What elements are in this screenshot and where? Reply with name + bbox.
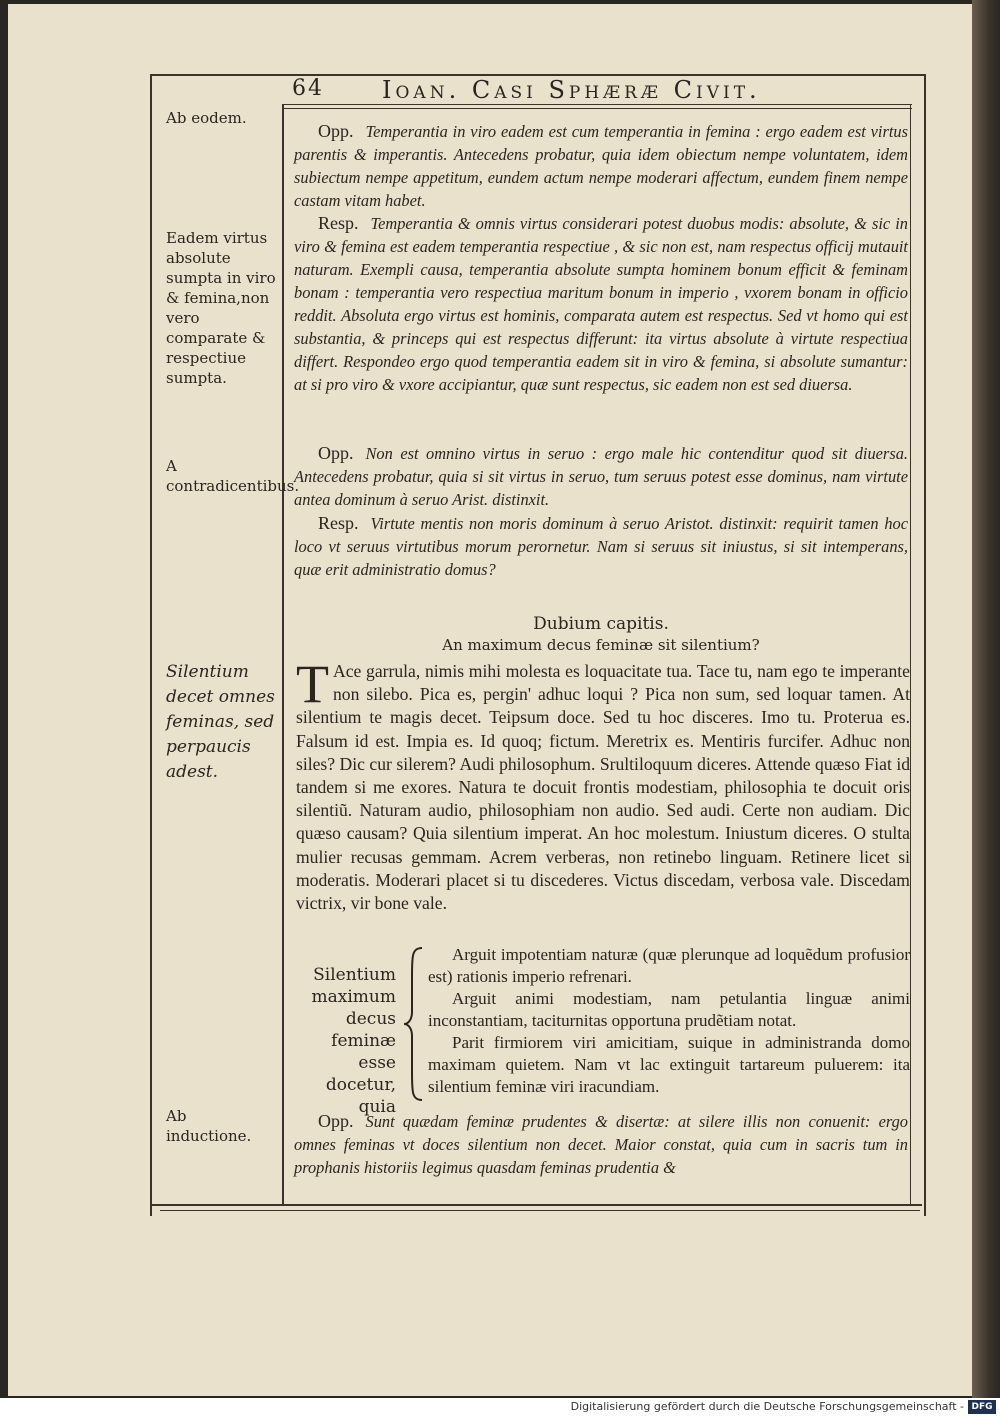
paragraph-text: Temperantia & omnis virtus considerari potest duobus modis: absolute, & sic in viro & femina est eadem temperantia respectiue , & sic non est, nam respectus officij mutauit naturam. Exempli causa, temperantia absolute sumpta hominem bonum efficit & feminam bonam : temperantia vero respectiua maritum bonum in imperio , vxorem bonam in officio reddit. Absoluta ergo virtus est hominis, comparata autem est respectus. Sed vt homo qui est substantia, & princeps qui est respectus differunt: ita virtus absolute à virtute respectiua differt. Respondeo ergo quod temperantia eadem sit in viro & femina, si absolute sumantur: at si pro viro & vxore accipiantur, quæ sunt respectus, sic eadem non est sed diuersa. [294, 214, 908, 394]
paragraph-label: Opp. [318, 121, 354, 141]
digitization-footer [0, 1398, 1000, 1419]
page-number: 64 [292, 76, 324, 101]
reason-item: Arguit animi modestiam, nam petulantia linguæ animi inconstantiam, taciturnitas opportuna prudẽtiam notat. [428, 989, 910, 1030]
dubium-question: An maximum decus feminæ sit silentium? [442, 636, 760, 654]
header-rule [282, 104, 912, 105]
reason-item: Arguit impotentiam naturæ (quæ plerunque ad loquẽdum profusior est) rationis imperio refrenari. [428, 945, 910, 986]
reasons-list [428, 944, 910, 1098]
header-rule-double [282, 108, 912, 109]
dialogue-text: Ace garrula, nimis mihi molesta es loquacitate tua. Tace tu, nam ego te imperante non silebo. Pica es, pergin' adhuc loqui ? Pica non sum, sed loquar tamen. At silentium te magis decet. Teipsum doce. Sed tu hoc disceres. Imo tu. Proterua es. Falsum id est. Impia es. Id quoq; fictum. Meretrix es. Mentiris furcifer. Adhuc non siles? Dic cur silerem? Audi philosophum. Srultiloquum diceres. Attende quæso Fiat id tandem si me exores. Natura te docuit frontis modestiam, philosophia te docuit oris silentiũ. Naturam audio, philosophiam non audio. Sed audi. Certe non audiam. Dic quæso causam? Quia silentium imperat. An hoc molestum. Iniustum diceres. O stulta mulier recusas gemmam. Acrem verberas, non retinebo linguam. Retinere licet si moderatis. Moderari placet si tu discederes. Victus discedam, verbosa vale. Discedam victrix, vir bone vale. [296, 661, 910, 914]
paragraph-text: Virtute mentis non moris dominum à seruo Aristot. distinxit: requirit tamen hoc loco vt seruus virtutibus morum perornetur. Nam si seruus sit iniustus, si sit intemperans, quæ erit administratio domus? [294, 514, 908, 579]
dubium-dialogue [296, 654, 910, 915]
footer-credit: Digitalisierung gefördert durch die Deutsche Forschungsgemeinschaft - [570, 1400, 964, 1413]
text-right-rule [910, 104, 911, 1204]
brace-label: Silentium maximum decus feminæ esse docetur, quia [311, 965, 396, 1117]
paragraph-opp-1 [294, 120, 908, 212]
gloss-eadem-virtus: Eadem virtus absolute sumpta in viro & femina,non vero comparate & respectiue sumpta. [166, 229, 276, 387]
dfg-logo: DFG [968, 1400, 996, 1414]
reason-item: Parit firmiorem viri amicitiam, suique in administranda domo maximam quietem. Nam vt lac extinguit tartareum puluerem: ita silentium feminæ viri iracundiam. [428, 1033, 910, 1096]
book-spine [972, 0, 1000, 1419]
running-head [292, 76, 912, 102]
gloss-a-contradicentibus: A contradicentibus. [166, 457, 300, 495]
paragraph-text: Sunt quædam feminæ prudentes & disertæ: at silere illis non conuenit: ergo omnes feminas vt doces silentium non decet. Maior constat, quia cum in sacris tum in prophanis historiis legimus quasdam feminas prudentia & [294, 1112, 908, 1177]
gloss-ab-inductione: Ab inductione. [166, 1107, 252, 1145]
gloss-silentium-decet: Silentium decet omnes feminas, sed perpaucis adest. [166, 662, 275, 782]
paragraph-opp-2 [294, 442, 908, 511]
paragraph-label: Opp. [318, 1111, 354, 1131]
frame-bottom-rule [150, 1204, 922, 1206]
paragraph-label: Resp. [318, 513, 359, 533]
paragraph-label: Resp. [318, 213, 359, 233]
drop-cap: T [296, 654, 329, 714]
margin-rule [282, 104, 284, 1204]
frame-bottom-rule-inner [160, 1210, 920, 1211]
dubium-title: Dubium capitis. [533, 614, 669, 634]
paragraph-label: Opp. [318, 443, 354, 463]
gloss-ab-eodem: Ab eodem. [166, 109, 247, 127]
curly-brace-icon [402, 946, 424, 1102]
running-title: Ioan. Casi Sphæræ Civit. [382, 76, 761, 104]
paragraph-opp-3 [294, 1110, 908, 1179]
paragraph-text: Temperantia in viro eadem est cum temperantia in femina : ergo eadem est virtus parentis & imperantis. Antecedens probatur, quia idem obiectum nempe voluntatem, idem subiectum nempe appetitum, eundem actum nempe moderari affectum, eundem finem nempe castam vitam habet. [294, 122, 908, 210]
paragraph-text: Non est omnino virtus in seruo : ergo male hic contenditur quod sit diuersa. Antecedens probatur, quia si sit virtus in seruo, tum seruus potest esse dominus, nam virtute antea dominum à seruo Arist. distinxit. [294, 444, 908, 509]
paragraph-resp-2 [294, 512, 908, 581]
paragraph-resp-1 [294, 212, 908, 396]
